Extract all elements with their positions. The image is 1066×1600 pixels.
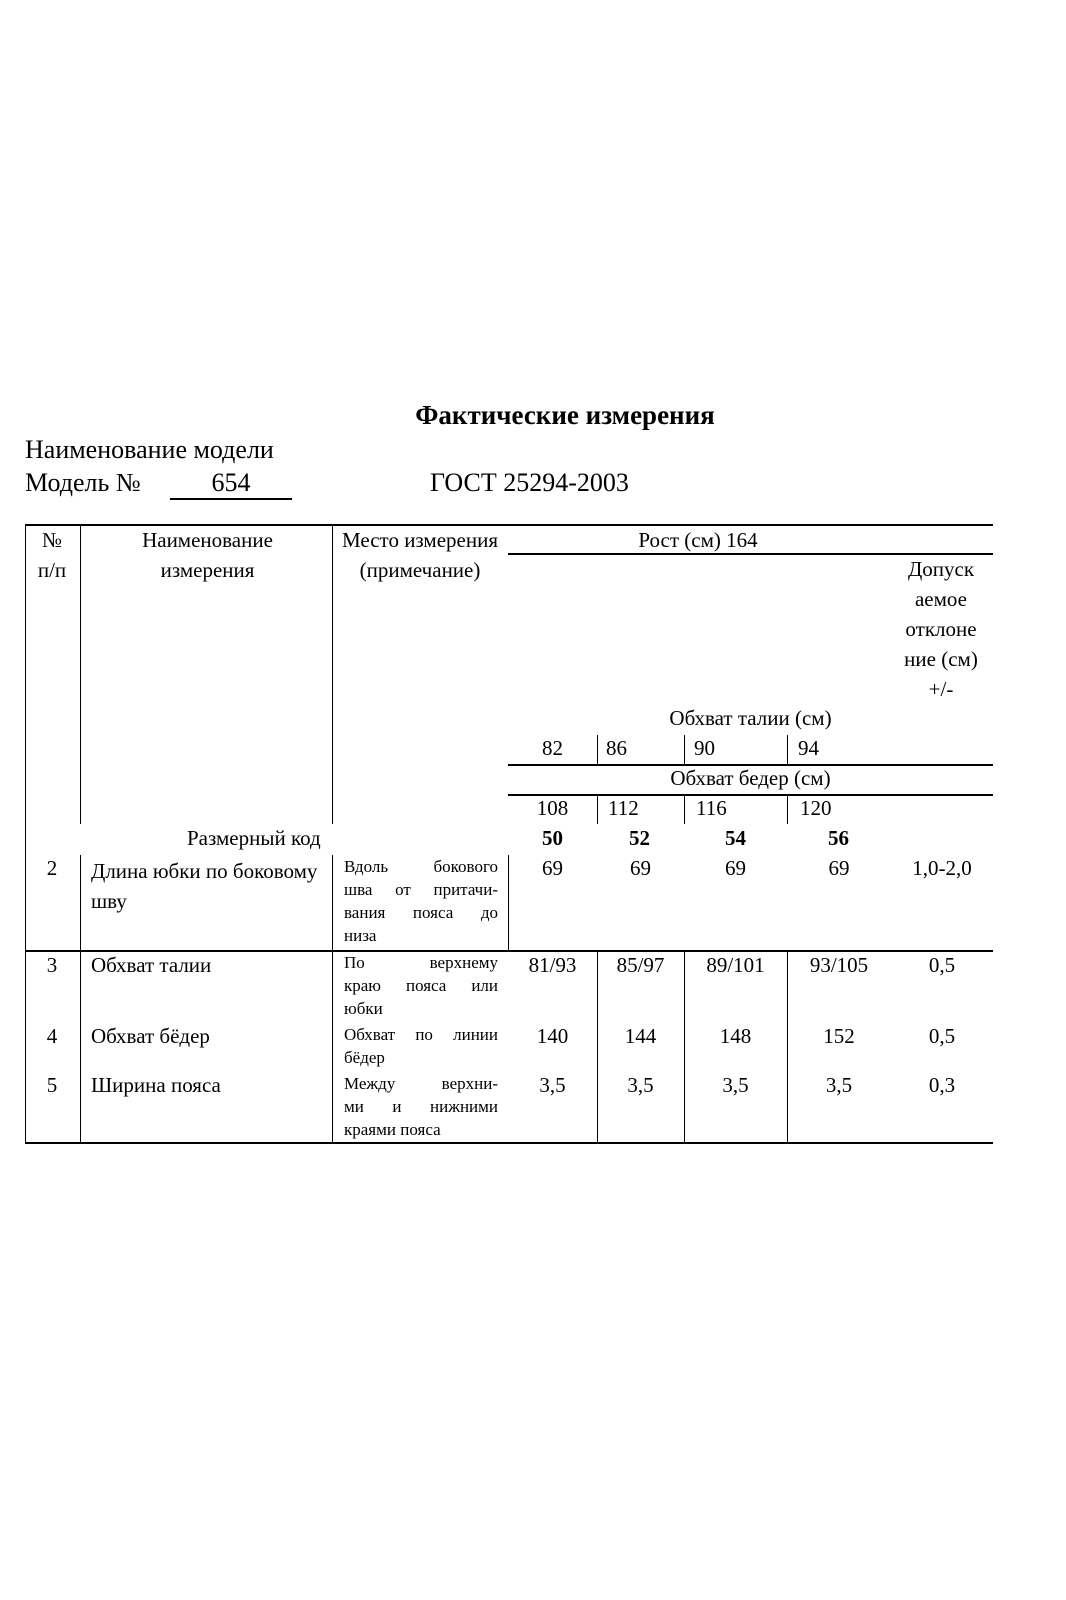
row-name: Ширина пояса (91, 1073, 221, 1097)
row-value-52: 85/97 (616, 953, 665, 977)
header-height: Рост (см) 164 (638, 528, 758, 552)
row-value-52: 69 (630, 856, 651, 880)
row-tolerance: 0,5 (928, 1024, 956, 1048)
row-num: 2 (46, 856, 58, 880)
row-value-56: 3,5 (825, 1073, 853, 1097)
waist-divider-2 (684, 735, 685, 765)
waist-label: Обхват талии (см) (669, 706, 832, 730)
row-value-56: 93/105 (809, 953, 869, 977)
row-value-54: 148 (719, 1024, 752, 1048)
row-place: Вдоль бокового шва от притачи- вания пояса до низа (344, 857, 498, 945)
row-num: 5 (46, 1073, 58, 1097)
waist-divider-1 (597, 735, 598, 765)
waist-value-1: 82 (542, 736, 563, 760)
row-value-52: 144 (624, 1024, 657, 1048)
row-num: 4 (46, 1024, 58, 1048)
hip-value-3: 116 (696, 796, 727, 820)
table-bottom-border (25, 1142, 993, 1144)
row-name: Обхват талии (91, 953, 212, 977)
col-num-divider-top (80, 524, 81, 824)
row-name: Обхват бёдер (91, 1024, 210, 1048)
header-num: № п/п (37, 528, 67, 582)
row-tolerance: 0,3 (928, 1073, 956, 1097)
header-tolerance: Допуск аемое отклоне ние (см) +/- (904, 557, 978, 701)
row-value-52: 3,5 (627, 1073, 654, 1097)
hip-value-4: 120 (800, 796, 832, 820)
header-place: Место измерения (примечание) (341, 528, 498, 582)
size-code-4: 56 (828, 826, 849, 850)
row-value-50: 69 (542, 856, 563, 880)
waist-value-4: 94 (798, 736, 819, 760)
hip-divider-3 (787, 794, 788, 824)
row-place: По верхнему краю пояса или юбки (344, 953, 498, 1018)
model-no-label: Модель № (25, 468, 141, 497)
row-value-54: 89/101 (706, 953, 765, 977)
size-code-2: 52 (629, 826, 650, 850)
document-title: Фактические измерения (415, 400, 715, 430)
row-value-56: 152 (823, 1024, 855, 1048)
row-num: 3 (46, 953, 58, 977)
row-value-54: 69 (725, 856, 746, 880)
row-tolerance: 0,5 (928, 953, 956, 977)
waist-value-2: 86 (606, 736, 627, 760)
row-value-54: 3,5 (722, 1073, 749, 1097)
size-code-1: 50 (542, 826, 563, 850)
waist-value-3: 90 (694, 736, 715, 760)
header-name: Наименование измерения (142, 528, 273, 582)
row2-bottom-border (25, 950, 993, 952)
table-left-border (25, 524, 26, 1144)
waist-divider-3 (787, 735, 788, 765)
hip-value-2: 112 (608, 796, 639, 820)
model-name-label: Наименование модели (25, 435, 274, 464)
hip-divider-2 (684, 794, 685, 824)
row-tolerance: 1,0-2,0 (912, 856, 972, 880)
col-num-divider-bottom (80, 855, 81, 1144)
hip-label: Обхват бедер (см) (670, 766, 831, 790)
size-code-3: 54 (725, 826, 746, 850)
size-code-label: Размерный код (187, 826, 321, 850)
row-place: Обхват по линии бёдер (344, 1025, 498, 1067)
hip-divider-1 (597, 794, 598, 824)
row-value-50: 140 (536, 1024, 569, 1048)
row-value-50: 81/93 (528, 953, 577, 977)
model-no-value: 654 (170, 468, 292, 500)
col-name-divider-bottom (332, 855, 333, 1144)
col-name-divider-top (332, 524, 333, 824)
hip-value-1: 108 (536, 796, 569, 820)
row-value-56: 69 (828, 856, 850, 880)
row-name: Длина юбки по боковому шву (91, 859, 318, 913)
row-place: Между верхни- ми и нижними краями пояса (344, 1074, 498, 1139)
standard-code: ГОСТ 25294-2003 (430, 468, 629, 497)
row-value-50: 3,5 (539, 1073, 566, 1097)
